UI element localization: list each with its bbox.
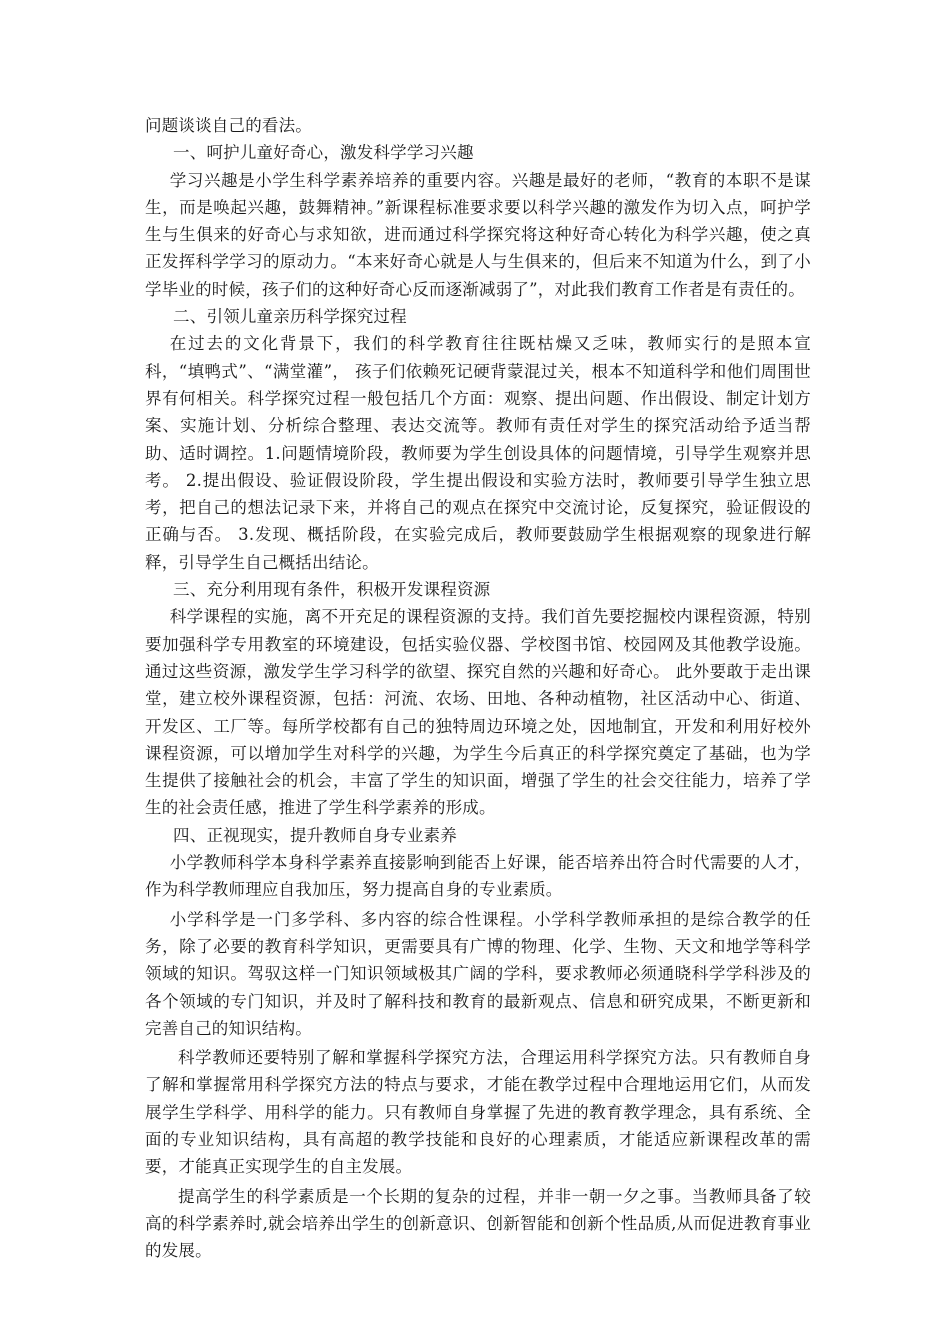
- paragraph-section-2: 在过去的文化背景下，我们的科学教育往往既枯燥又乏味，教师实行的是照本宣科，“填鸭式”、“满堂灌”， 孩子们依赖死记硬背蒙混过关，根本不知道科学和他们周围世界有何相关。科学探究过程一般包括几个方面：观察、提出问题、作出假设、制定计划方案、实施计划、分析综合整理、表达交流等。教师有责任对学生的探究活动给予适当帮助、适时调控。1.问题情境阶段，教师要为学生创设具体的问题情境，引导学生观察并思考。 2.提出假设、验证假设阶段，学生提出假设和实验方法时，教师要引导学生独立思考，把自己的想法记录下来，并将自己的观点在探究中交流讨论，反复探究，验证假设的正确与否。 3.发现、概括阶段，在实验完成后，教师要鼓励学生根据观察的现象进行解释，引导学生自己概括出结论。: [145, 334, 811, 572]
- section-heading-3: 三、充分利用现有条件，积极开发课程资源: [173, 580, 491, 600]
- paragraph-section-1: 学习兴趣是小学生科学素养培养的重要内容。兴趣是最好的老师，“教育的本职不是谋生，而是唤起兴趣，鼓舞精神。”新课程标准要求要以科学兴趣的激发作为切入点，呵护学生与生俱来的好奇心与求知欲，进而通过科学探究将这种好奇心转化为科学兴趣，使之真正发挥科学学习的原动力。“本来好奇心就是人与生俱来的，但后来不知道为什么，到了小学毕业的时候，孩子们的这种好奇心反而逐渐减弱了”，对此我们教育工作者是有责任的。: [145, 170, 811, 299]
- paragraph-section-4c: 科学教师还要特别了解和掌握科学探究方法，合理运用科学探究方法。只有教师自身了解和掌握常用科学探究方法的特点与要求，才能在教学过程中合理地运用它们，从而发展学生学科学、用科学的能力。只有教师自身掌握了先进的教育教学理念，具有系统、全面的专业知识结构，具有高超的教学技能和良好的心理素质，才能适应新课程改革的需要，才能真正实现学生的自主发展。: [145, 1048, 811, 1177]
- section-heading-2: 二、引领儿童亲历科学探究过程: [173, 307, 407, 327]
- document-page: [145, 112, 811, 1264]
- paragraph-intro-tail: 问题谈谈自己的看法。: [145, 116, 312, 135]
- paragraph-section-3: 科学课程的实施，离不开充足的课程资源的支持。我们首先要挖掘校内课程资源，特别要加强科学专用教室的环境建设，包括实验仪器、学校图书馆、校园网及其他教学设施。通过这些资源，激发学生学习科学的欲望、探究自然的兴趣和好奇心。 此外要敢于走出课堂，建立校外课程资源，包括：河流、农场、田地、各种动植物，社区活动中心、街道、开发区、工厂等。每所学校都有自己的独特周边环境之处，因地制宜，开发和利用好校外课程资源，可以增加学生对科学的兴趣，为学生今后真正的科学探究奠定了基础，也为学生提供了接触社会的机会，丰富了学生的知识面，增强了学生的社会交往能力，培养了学生的社会责任感，推进了学生科学素养的形成。: [145, 607, 811, 818]
- paragraph-section-4a: 小学教师科学本身科学素养直接影响到能否上好课，能否培养出符合时代需要的人才，作为科学教师理应自我加压，努力提高自身的专业素质。: [145, 853, 811, 900]
- paragraph-conclusion: 提高学生的科学素质是一个长期的复杂的过程，并非一朝一夕之事。当教师具备了较高的科学素养时,就会培养出学生的创新意识、创新智能和创新个性品质,从而促进教育事业的发展。: [145, 1186, 811, 1261]
- section-heading-1: 一、呵护儿童好奇心，激发科学学习兴趣: [173, 143, 474, 163]
- section-heading-4: 四、正视现实，提升教师自身专业素养: [173, 825, 457, 845]
- paragraph-section-4b: 小学科学是一门多学科、多内容的综合性课程。小学科学教师承担的是综合教学的任务，除了必要的教育科学知识，更需要具有广博的物理、化学、生物、天文和地学等科学领域的知识。驾驭这样一门知识领域极其广阔的学科，要求教师必须通晓科学学科涉及的各个领域的专门知识，并及时了解科技和教育的最新观点、信息和研究成果，不断更新和完善自己的知识结构。: [145, 909, 811, 1038]
